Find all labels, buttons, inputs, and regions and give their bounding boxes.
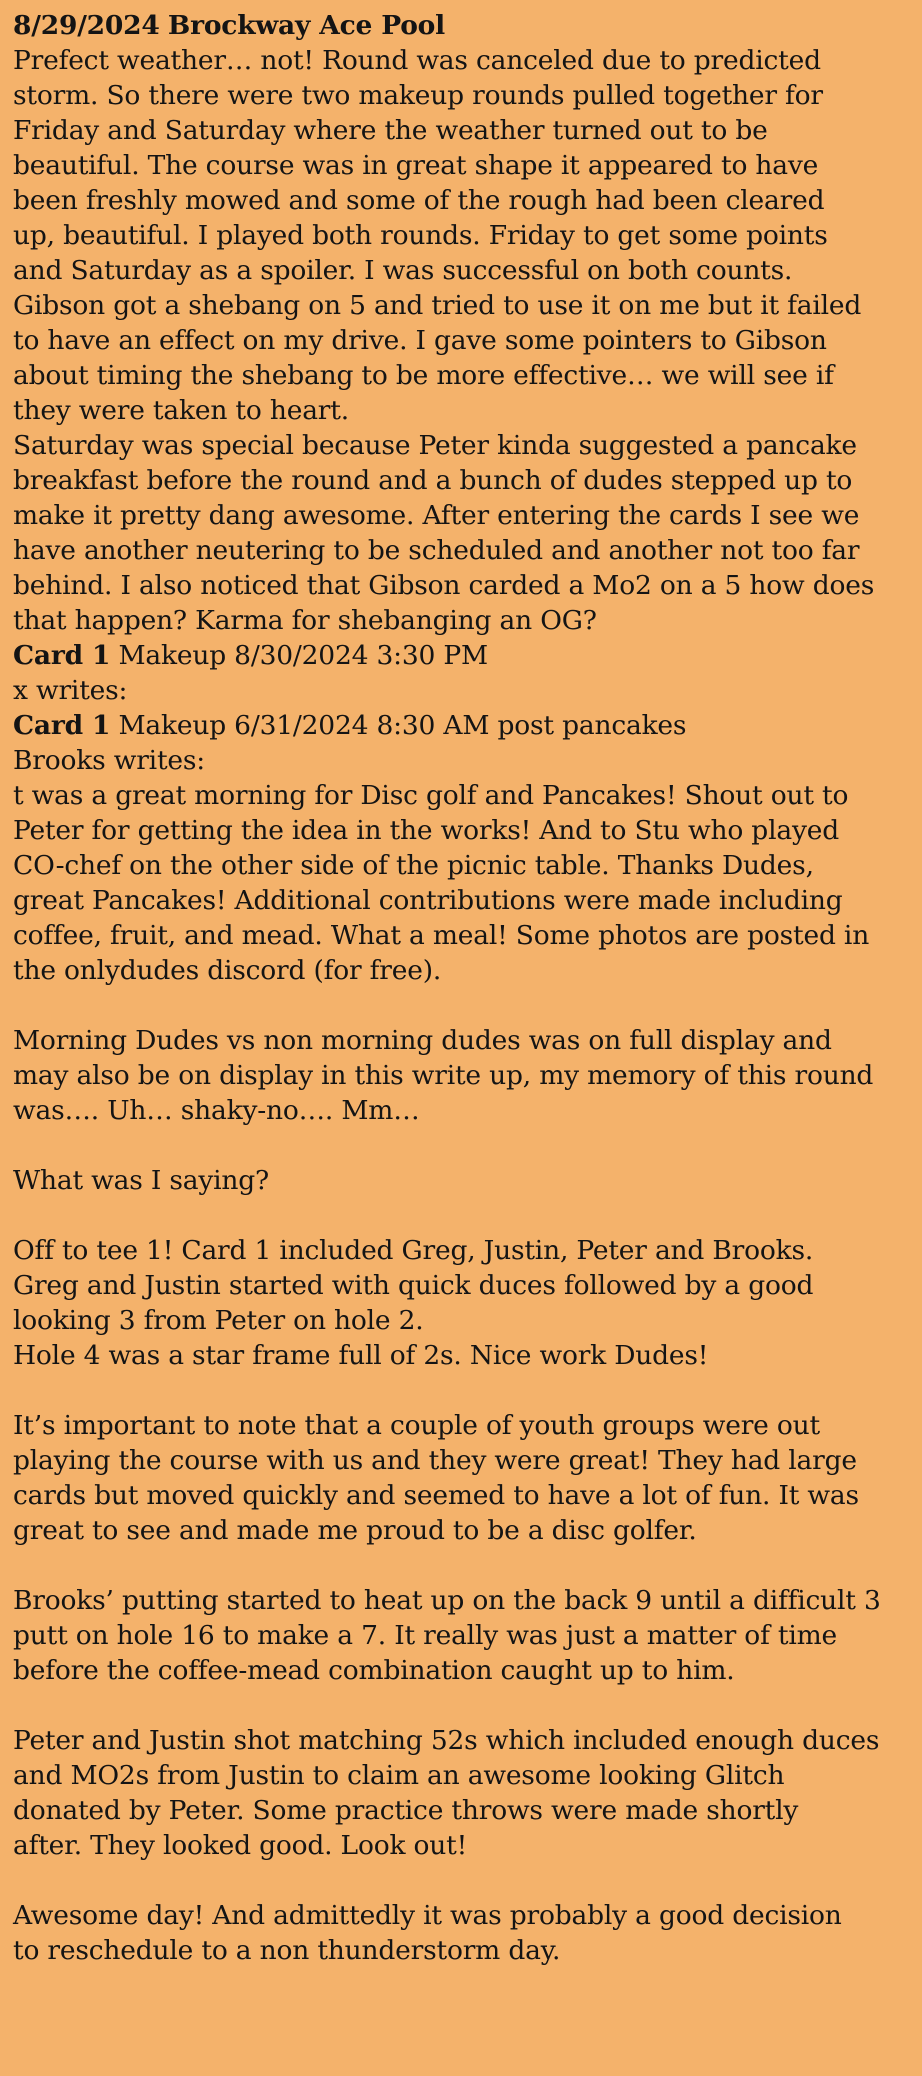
card-heading [13,708,909,743]
report-paragraph [13,1233,909,1373]
card-heading [13,638,909,673]
text-line: Hole 4 was a star frame full of 2s. Nice work Dudes! [13,1340,709,1371]
text-line: putt on hole 16 to make a 7. It really was just a matter of time [13,1620,838,1651]
report-paragraph [13,1898,909,1968]
report-paragraph [13,1163,909,1198]
post-header [13,8,909,43]
text-line: What was I saying? [13,1165,270,1196]
intro-paragraph [13,43,909,638]
report-paragraph [13,1583,909,1688]
card-label: Card 1 [13,640,111,671]
paragraph-gap [13,1373,909,1408]
text-line: the onlydudes discord (for free). [13,955,442,986]
text-line: Peter and Justin shot matching 52s which included enough duces [13,1725,880,1756]
text-line: It’s important to note that a couple of youth groups were out [13,1410,820,1441]
text-line: Morning Dudes vs non morning dudes was on full display and [13,1025,832,1056]
post-date: 8/29/2024 [13,10,160,41]
text-line: storm. So there were two makeup rounds pulled together for [13,80,823,111]
text-line: Off to tee 1! Card 1 included Greg, Justin, Peter and Brooks. [13,1235,814,1266]
post-title: Brockway Ace Pool [167,10,446,41]
text-line: looking 3 from Peter on hole 2. [13,1305,424,1336]
text-line: Saturday was special because Peter kinda suggested a pancake [13,430,857,461]
paragraph-gap [13,1863,909,1898]
text-line: Greg and Justin started with quick duces followed by a good [13,1270,814,1301]
card-label: Card 1 [13,710,111,741]
text-line: after. They looked good. Look out! [13,1830,468,1861]
card-writer: x writes: [13,675,128,706]
text-line: coffee, fruit, and mead. What a meal! Some photos are posted in [13,920,870,951]
text-line: t was a great morning for Disc golf and Pancakes! Shout out to [13,780,849,811]
text-line: donated by Peter. Some practice throws were made shortly [13,1795,799,1826]
text-line: Awesome day! And admittedly it was probably a good decision [13,1900,842,1931]
report-paragraph [13,778,909,988]
text-line: Brooks’ putting started to heat up on the back 9 until a difficult 3 [13,1585,881,1616]
text-line: that happen? Karma for shebanging an OG? [13,605,597,636]
text-line: and MO2s from Justin to claim an awesome looking Glitch [13,1760,785,1791]
text-line: before the coffee-mead combination caught up to him. [13,1655,735,1686]
report-paragraph [13,1408,909,1548]
text-line: Gibson got a shebang on 5 and tried to use it on me but it failed [13,290,862,321]
paragraph-gap [13,988,909,1023]
text-line: Prefect weather… not! Round was canceled due to predicted [13,45,821,76]
paragraph-gap [13,1128,909,1163]
text-line: Peter for getting the idea in the works! And to Stu who played [13,815,839,846]
report-paragraph [13,1023,909,1128]
card-writer: Brooks writes: [13,745,206,776]
text-line: they were taken to heart. [13,395,349,426]
text-line: to reschedule to a non thunderstorm day. [13,1935,561,1966]
card-details: Makeup 8/30/2024 3:30 PM [118,640,488,671]
paragraph-gap [13,1548,909,1583]
text-line: CO-chef on the other side of the picnic table. Thanks Dudes, [13,850,814,881]
text-line: may also be on display in this write up, my memory of this round [13,1060,874,1091]
text-line: Friday and Saturday where the weather turned out to be [13,115,768,146]
text-line: about timing the shebang to be more effective… we will see if [13,360,834,391]
text-line: and Saturday as a spoiler. I was successful on both counts. [13,255,793,286]
text-line: up, beautiful. I played both rounds. Friday to get some points [13,220,828,251]
report-paragraph [13,1723,909,1863]
text-line: make it pretty dang awesome. After entering the cards I see we [13,500,860,531]
text-line: beautiful. The course was in great shape it appeared to have [13,150,819,181]
text-line: been freshly mowed and some of the rough had been cleared [13,185,825,216]
text-line: behind. I also noticed that Gibson carded a Mo2 on a 5 how does [13,570,875,601]
paragraph-gap [13,1198,909,1233]
text-line: to have an effect on my drive. I gave some pointers to Gibson [13,325,827,356]
text-line: great to see and made me proud to be a disc golfer. [13,1515,697,1546]
text-line: breakfast before the round and a bunch of dudes stepped up to [13,465,853,496]
card-details: Makeup 6/31/2024 8:30 AM post pancakes [118,710,687,741]
text-line: have another neutering to be scheduled and another not too far [13,535,860,566]
text-line: cards but moved quickly and seemed to have a lot of fun. It was [13,1480,859,1511]
text-line: great Pancakes! Additional contributions were made including [13,885,843,916]
paragraph-gap [13,1688,909,1723]
text-line: was…. Uh… shaky-no…. Mm… [13,1095,420,1126]
text-line: playing the course with us and they were great! They had large [13,1445,857,1476]
